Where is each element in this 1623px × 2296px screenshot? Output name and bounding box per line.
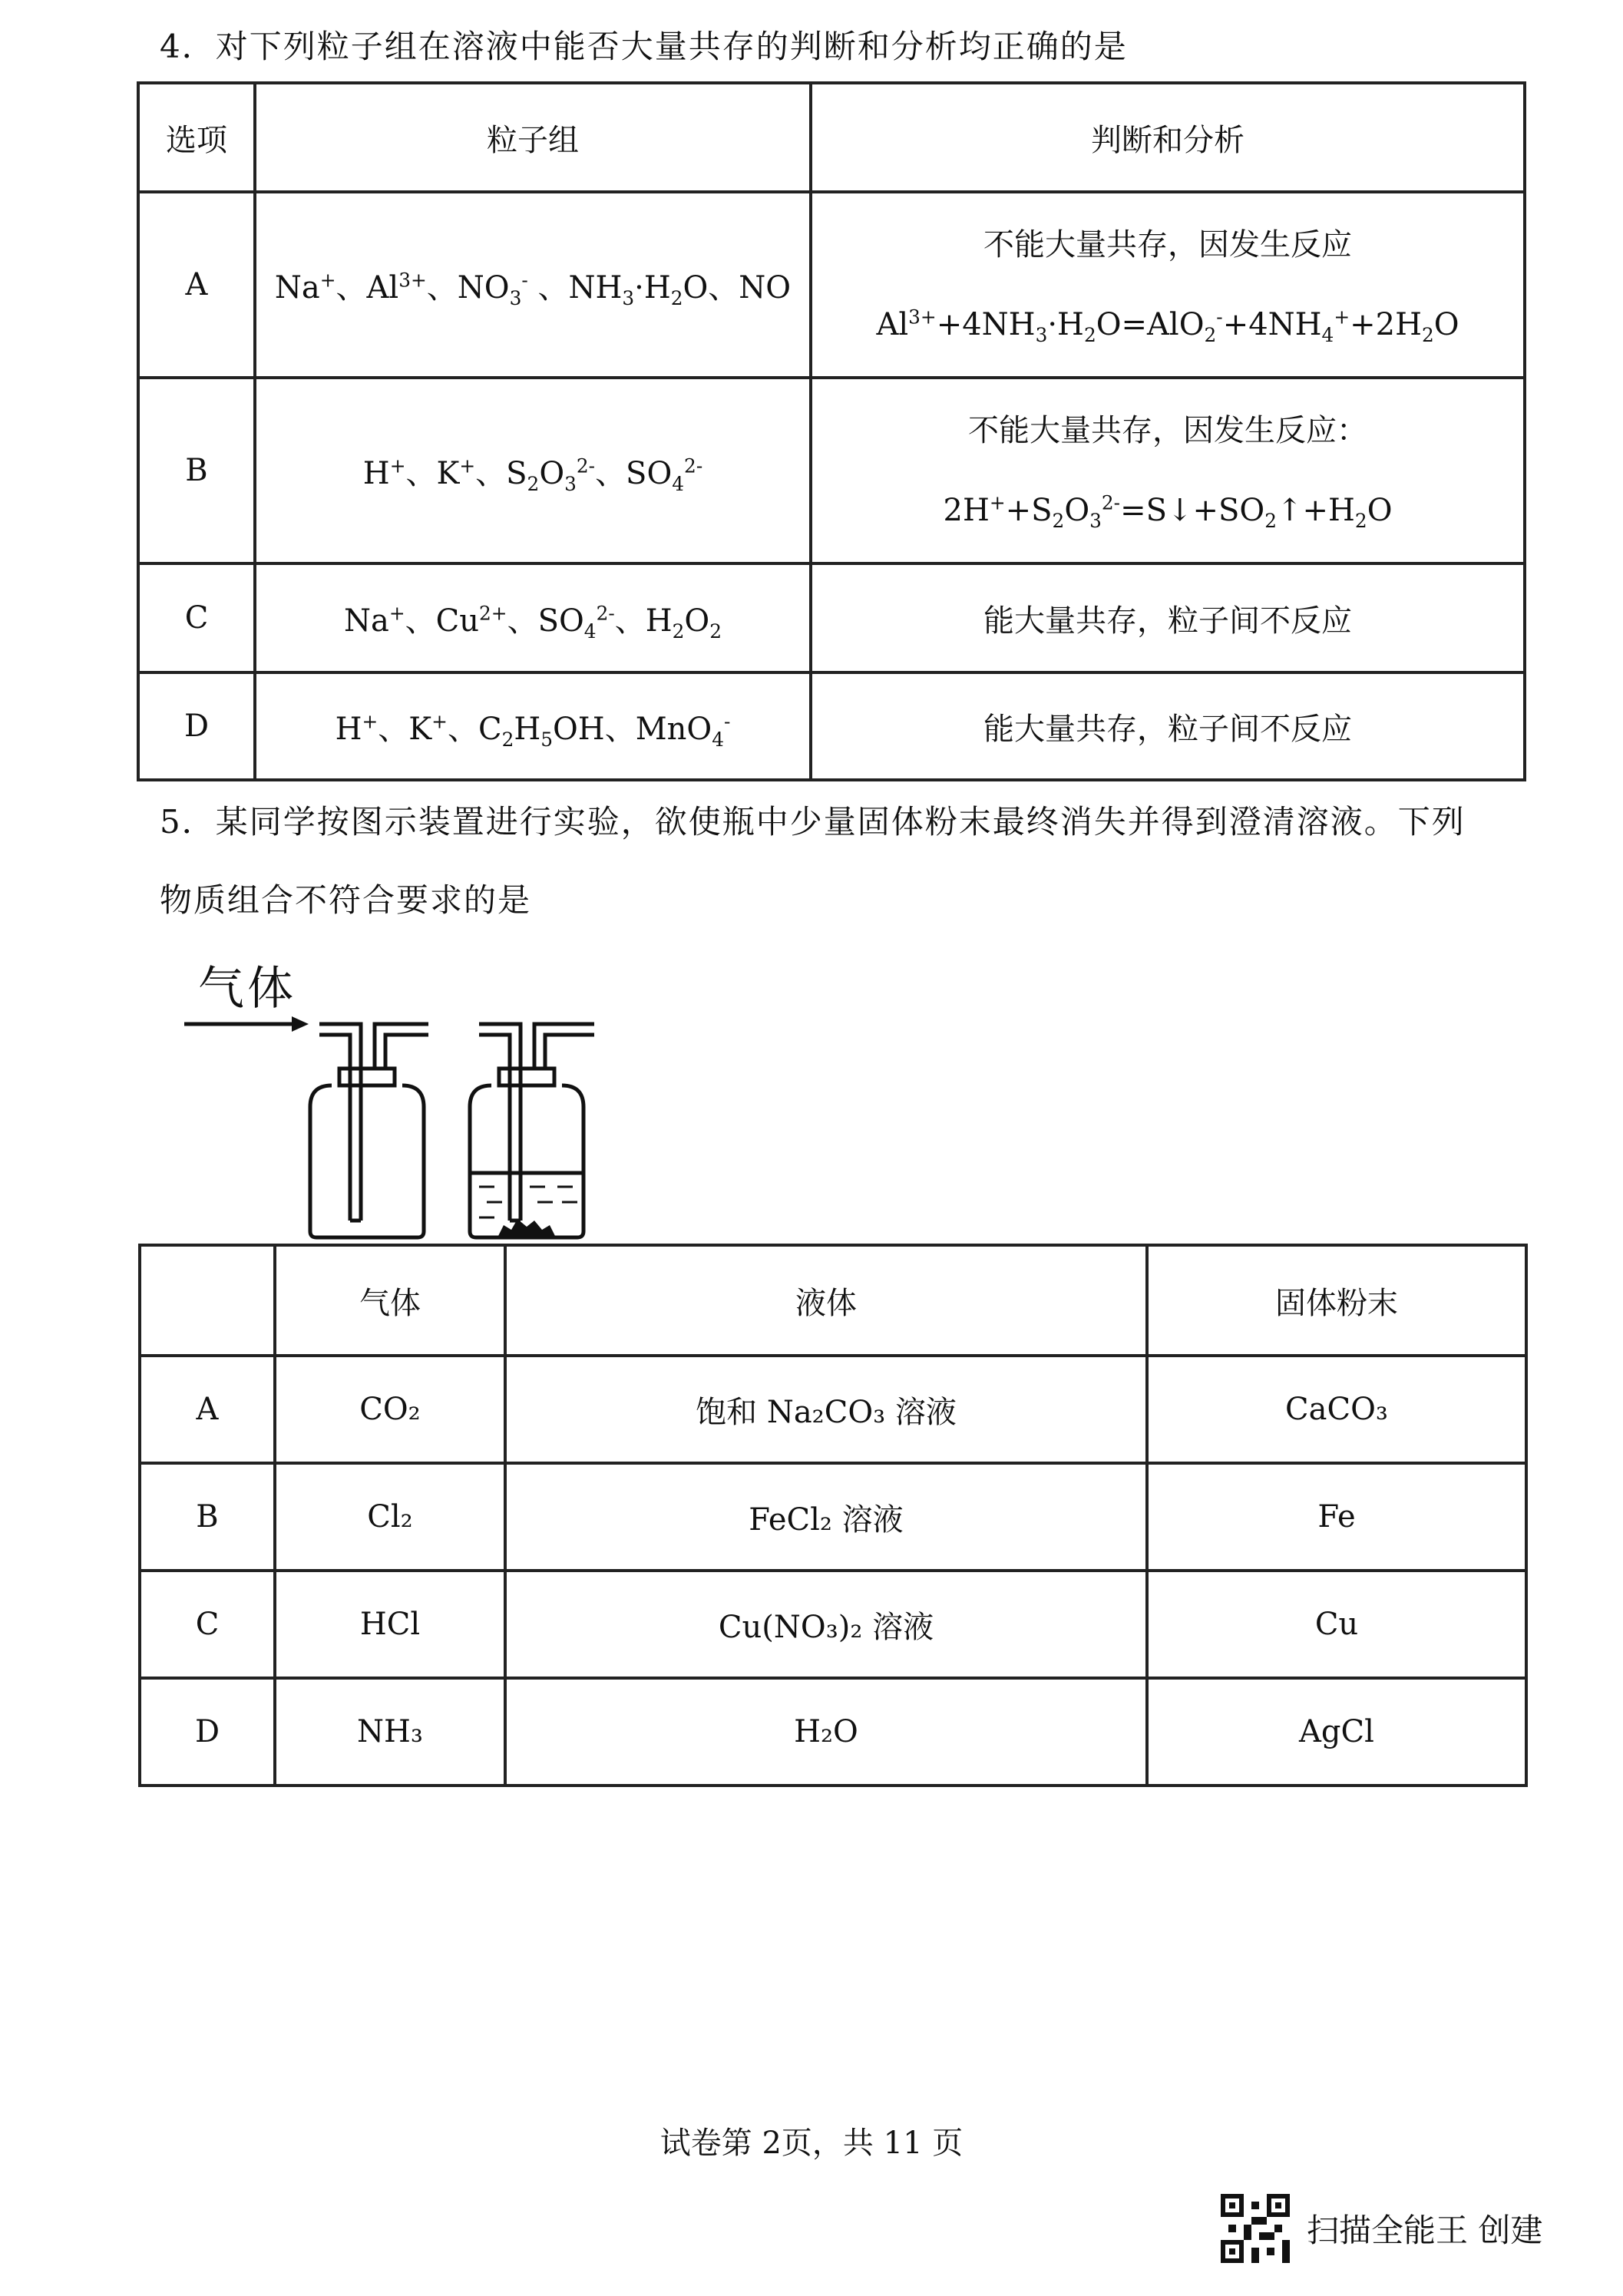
q5-option-cell: C (140, 1571, 275, 1678)
scanner-label: 扫描全能王 创建 (1307, 2212, 1543, 2249)
empty-bottle-icon (310, 1024, 428, 1237)
q4-analysis-d: 能大量共存，粒子间不反应 (811, 672, 1525, 780)
q5-gas-cell: NH₃ (275, 1678, 505, 1786)
q5-liquid-cell: H₂O (505, 1678, 1147, 1786)
q4-analysis-c: 能大量共存，粒子间不反应 (811, 563, 1525, 672)
q4-analysis-a: 不能大量共存，因发生反应 $Al^{3+}+4NH_3\cdot H_2O=AlO_2^-+4NH_4^++2H_2O$ (811, 192, 1525, 378)
page-footer: 试卷第 2页，共 11 页 (659, 2126, 964, 2161)
q5-solid-cell: CaCO₃ (1147, 1356, 1526, 1463)
q5-liquid-cell: FeCl₂ 溶液 (505, 1463, 1147, 1571)
q4-stem: 4．对下列粒子组在溶液中能否大量共存的判断和分析均正确的是 (160, 28, 1128, 65)
q4-header-analysis: 判断和分析 (811, 83, 1525, 192)
qr-code-icon (1221, 2194, 1290, 2263)
q4-header-particles: 粒子组 (255, 83, 811, 192)
table-row (140, 1678, 1526, 1786)
q4-option-a: A (138, 192, 255, 378)
q5-solid-cell: Fe (1147, 1463, 1526, 1571)
q5-gas-cell: Cl₂ (275, 1463, 505, 1571)
table-row (140, 1356, 1526, 1463)
q4-analysis-b: 不能大量共存，因发生反应： $2H^++S_2O_3^{2-}=S↓+SO_2↑+H_2O$ (811, 378, 1525, 563)
q5-gas-cell: CO₂ (275, 1356, 505, 1463)
liquid-bottle-icon (470, 1024, 594, 1237)
table-row (138, 378, 1525, 563)
gas-washing-bottles-diagram (177, 990, 637, 1251)
q4-particles-a: Na+、$Al^{3+}$、$NO_3^-$ 、$NH_3\cdot H_2O$、NO (255, 192, 811, 378)
q5-header-solid: 固体粉末 (1147, 1245, 1526, 1356)
q5-header-liquid: 液体 (505, 1245, 1147, 1356)
q5-header-blank (140, 1245, 275, 1356)
q4-option-c: C (138, 563, 255, 672)
q5-diagram-label: 气体 (198, 962, 296, 1016)
q5-stem-line1: 5．某同学按图示装置进行实验，欲使瓶中少量固体粉末最终消失并得到澄清溶液。下列 (160, 803, 1466, 841)
q4-option-b: B (138, 378, 255, 563)
q5-header-gas: 气体 (275, 1245, 505, 1356)
gas-inlet-arrow-icon (184, 1016, 309, 1032)
table-row (140, 1463, 1526, 1571)
q5-stem-line2: 物质组合不符合要求的是 (160, 881, 532, 919)
q5-option-cell: D (140, 1678, 275, 1786)
q5-option-cell: A (140, 1356, 275, 1463)
table-row (138, 672, 1525, 780)
q5-liquid-cell: Cu(NO₃)₂ 溶液 (505, 1571, 1147, 1678)
q4-table (137, 81, 1526, 781)
solid-powder-icon (497, 1219, 556, 1237)
q4-option-d: D (138, 672, 255, 780)
q4-particles-b: H+、K+、$S_2O_3^{2-}$、$SO_4^{2-}$ (255, 378, 811, 563)
q4-particles-c: Na+、$Cu^{2+}$、$SO_4^{2-}$、$H_2O_2$ (255, 563, 811, 672)
q5-gas-cell: HCl (275, 1571, 505, 1678)
q5-table (138, 1244, 1528, 1787)
q5-option-cell: B (140, 1463, 275, 1571)
table-row (138, 563, 1525, 672)
scanner-watermark (1221, 2194, 1542, 2263)
q4-header-option: 选项 (138, 83, 255, 192)
table-row (140, 1571, 1526, 1678)
q5-solid-cell: AgCl (1147, 1678, 1526, 1786)
q5-solid-cell: Cu (1147, 1571, 1526, 1678)
q4-particles-d: H+、K+、$C_2H_5OH$、MnO$_4$- (255, 672, 811, 780)
table-row (138, 192, 1525, 378)
q5-liquid-cell: 饱和 Na₂CO₃ 溶液 (505, 1356, 1147, 1463)
